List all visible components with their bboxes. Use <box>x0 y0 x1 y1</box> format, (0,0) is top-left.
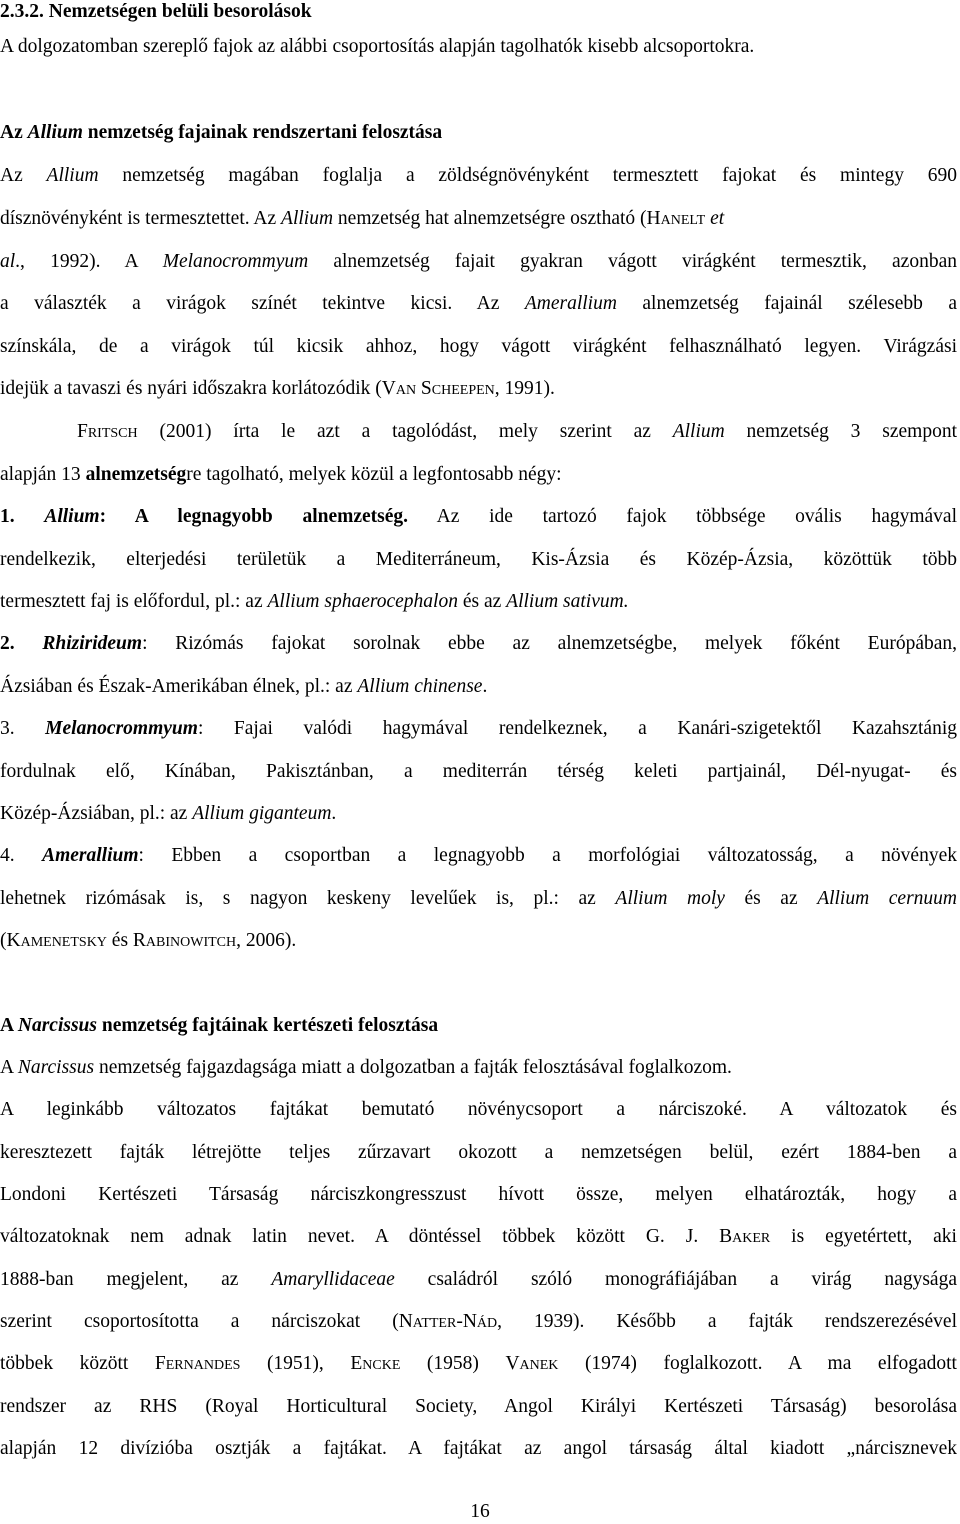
item-4-line-1: 4. Amerallium: Ebben a csoportban a legnagyobb a morfológiai változatosság, a növények <box>0 845 957 866</box>
allium-para-line-1: Az Allium nemzetség magában foglalja a zöldségnövényként termesztett fajokat és mintegy 690 <box>0 165 958 186</box>
allium-para-line-5: színskála, de a virágok túl kicsik ahhoz, hogy vágott virágként felhasználható legyen. Virágzási <box>0 336 957 357</box>
narcissus-para-line-3: keresztezett fajták létrejötte teljes zűrzavart okozott a nemzetségen belül, ezért 1884-ben a <box>0 1142 957 1163</box>
item-1-line-3: termesztett faj is előfordul, pl.: az Allium sphaerocephalon és az Allium sativum. <box>0 591 629 612</box>
item-1-line-2: rendelkezik, elterjedési területük a Mediterráneum, Kis-Ázsia és Közép-Ázsia, közöttük több <box>0 549 957 570</box>
item-3-line-1: 3. Melanocrommyum: Fajai valódi hagymával rendelkeznek, a Kanári-szigetektől Kazahsztánig <box>0 718 957 739</box>
item-1-line-1: 1. Allium: A legnagyobb alnemzetség. Az ide tartozó fajok többsége ovális hagymával <box>0 506 958 527</box>
allium-para-line-3: al., 1992). A Melanocrommyum alnemzetség fajait gyakran vágott virágként termesztik, azonban <box>0 251 957 272</box>
narcissus-para-line-4: Londoni Kertészeti Társaság nárciszkongresszust hívott össze, melyen elhatározták, hogy a <box>0 1184 957 1205</box>
item-3-line-2: fordulnak elő, Kínában, Pakisztánban, a mediterrán térség keleti partjainál, Dél-nyugat- és <box>0 761 957 782</box>
fritsch-para-line-1: Fritsch (2001) írta le azt a tagolódást, mely szerint az Allium nemzetség 3 szempont <box>77 421 957 442</box>
narcissus-para-line-5: változatoknak nem adnak latin nevet. A döntéssel többek között G. J. Baker is egyetértett, aki <box>0 1226 957 1247</box>
item-2-line-1: 2. Rhizirideum: Rizómás fajokat sorolnak ebbe az alnemzetségbe, melyek főként Európában, <box>0 633 958 654</box>
page-number: 16 <box>470 1501 490 1522</box>
item-2-line-2: Ázsiában és Észak-Amerikában élnek, pl.: az Allium chinense. <box>0 676 488 697</box>
narcissus-para-line-7: szerint csoportosította a nárciszokat (Natter-Nád, 1939). Később a fajták rendszerezésével <box>0 1311 958 1332</box>
allium-para-line-6: idejük a tavaszi és nyári időszakra korlátozódik (Van Scheepen, 1991). <box>0 378 555 399</box>
fritsch-para-line-2: alapján 13 alnemzetségre tagolható, melyek közül a legfontosabb négy: <box>0 464 562 485</box>
allium-para-line-4: a választék a virágok színét tekintve kicsi. Az Amerallium alnemzetség fajainál szélesebb a <box>0 293 957 314</box>
narcissus-para-line-2: A leginkább változatos fajtákat bemutató növénycsoport a nárciszoké. A változatok és <box>0 1099 957 1120</box>
item-4-line-2: lehetnek rizómásak is, s nagyon keskeny levelűek is, pl.: az Allium moly és az Allium cernuum <box>0 888 957 909</box>
narcissus-para-line-9: rendszer az RHS (Royal Horticultural Society, Angol Királyi Kertészeti Társaság) besorolása <box>0 1396 957 1417</box>
item-4-line-3: (Kamenetsky és Rabinowitch, 2006). <box>0 930 297 951</box>
allium-para-line-2: dísznövényként is termesztettet. Az Allium nemzetség hat alnemzetségre osztható (Hanelt et <box>0 208 725 229</box>
narcissus-heading: A Narcissus nemzetség fajtáinak kertészeti felosztása <box>0 1015 439 1036</box>
narcissus-para-line-6: 1888-ban megjelent, az Amaryllidaceae családról szóló monográfiájában a virág nagysága <box>0 1269 957 1290</box>
section-heading: 2.3.2. Nemzetségen belüli besorolások <box>0 1 312 22</box>
item-3-line-3: Közép-Ázsiában, pl.: az Allium giganteum. <box>0 803 337 824</box>
allium-heading: Az Allium nemzetség fajainak rendszertani felosztása <box>0 122 443 143</box>
narcissus-para-line-8: többek között Fernandes (1951), Encke (1958) Vanek (1974) foglalkozott. A ma elfogadott <box>0 1353 957 1374</box>
narcissus-para-line-10: alapján 12 divízióba osztják a fajtákat. A fajtákat az angol társaság által kiadott „nárcisznevek <box>0 1438 957 1459</box>
narcissus-para-line-1: A Narcissus nemzetség fajgazdagsága miatt a dolgozatban a fajták felosztásával foglalkozom. <box>0 1057 732 1078</box>
intro-paragraph: A dolgozatomban szereplő fajok az alábbi csoportosítás alapján tagolhatók kisebb alcsoportokra. <box>0 36 755 57</box>
